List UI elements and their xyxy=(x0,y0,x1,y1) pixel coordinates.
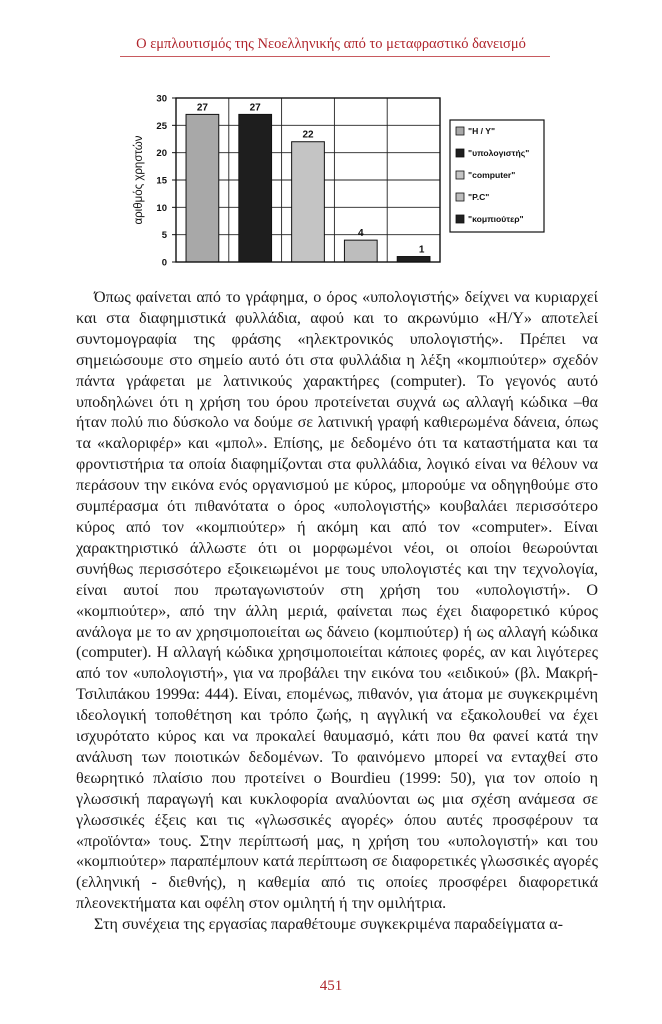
axes xyxy=(133,94,440,269)
y-tick-label: 10 xyxy=(156,202,167,214)
legend xyxy=(450,120,544,232)
y-axis-label: αριθμός χρηστών xyxy=(133,135,145,225)
y-tick-label: 5 xyxy=(161,230,167,242)
header-rule xyxy=(120,56,550,57)
legend-entry: "κομπιούτερ" xyxy=(468,214,524,224)
y-tick-label: 20 xyxy=(156,148,167,160)
legend-swatch xyxy=(456,149,464,157)
body-paragraph-1: Όπως φαίνεται από το γράφημα, ο όρος «υπολογιστής» δείχνει να κυριαρχεί και στα διαφημιστικά φυλλάδια, αφού και το ακρωνύμιο «Η/Υ» αποτελεί συντομογραφία της φράσης «ηλεκτρονικός υπολογιστής». Πρέπει να σημειώσουμε στο σημείο αυτό ότι στα φυλλάδια η λέξη «κομπιούτερ» σχεδόν πάντα γράφεται με λατινικούς χαρακτήρες (computer). Το γεγονός αυτό υποδηλώνει ότι η χρήση του όρου προτείνεται συχνά ως αλλαγή κώδικα –θα ήταν πολύ πιο δύσκολο να δούμε σε λατινική γραφή καθιερωμένα δάνεια, όπως τα «καλοριφέρ» και «μπολ». Επίσης, με δεδομένο ότι τα καταστήματα και τα φροντιστήρια τα οποία διαφημίζονται στα φυλλάδια, λογικό είναι να θέλουν να περάσουν την εικόνα ενός οργανισμού με κύρος, μπορούμε να οδηγηθούμε στο συμπέρασμα ότι πιθανότατα ο όρος «υπολογιστής» κουβαλάει περισσότερο κύρος από τον «κομπιούτερ» ή ακόμη και από τον «computer». Είναι χαρακτηριστικό άλλωστε ότι οι μορφωμένοι νέοι, οι οποίοι θεωρούνται συνήθως περισσότερο εξοικειωμένοι με τους υπολογιστές και την τεχνολογία, είναι αυτοί που πρωταγωνιστούν στη χρήση του «υπολογιστή». Ο «κομπιούτερ», από την άλλη μεριά, φαίνεται πως έχει διαφορετικό κύρος ανάλογα με το αν χρησιμοποιείται ως δάνειο (κομπιούτερ) ή ως αλλαγή κώδικα (computer). Η αλλαγή κώδικα χρησιμοποιείται κάποιες φορές, αν και λιγότερες από τον «υπολογιστή», για να προβάλει την εικόνα του «ειδικού» (βλ. Μακρή-Τσιλιπάκου 1999α: 444). Είναι, επομένως, πιθανόν, για άτομα με συγκεκριμένη ιδεολογική τοποθέτηση και τρόπο ζωής, η αγγλική να εξακολουθεί να έχει ισχυρότατο κύρος και να προκαλεί θαυμασμό, κάτι που θα φανεί κατά την ανάλυση των ποιοτικών δεδομένων. Το φαινόμενο μπορεί να ενταχθεί στο θεωρητικό πλαίσιο που προτείνει ο Bourdieu (1999: 50), για τον οποίο η γλωσσική παραγωγή και κυκλοφορία αναλύονται ως μια σχέση ανάμεσα σε γλωσσικές έξεις και τις «γλωσσικές αγορές» όπου αυτές προσφέρουν τα «προϊόντα» τους. Στην περίπτωσή μας, η χρήση του «υπολογιστή» και του «κομπιούτερ» παραπέμπουν κατά περίπτωση σε διαφορετικές γλωσσικές αγορές (ελληνική - διεθνής), η καθεμία από τις οποίες προσφέρει διαφορετικά πλεονεκτήματα και οφέλη στον ομιλητή ή την ομιλήτρια. xyxy=(76,289,598,913)
data-label: 1 xyxy=(418,244,425,256)
data-label: 27 xyxy=(249,102,261,114)
bar-4 xyxy=(344,240,377,262)
bar-1 xyxy=(186,114,219,262)
legend-entry: "computer" xyxy=(468,170,516,180)
y-tick-label: 15 xyxy=(156,175,167,187)
bar-chart-svg xyxy=(120,80,550,270)
body-text xyxy=(76,288,598,936)
bar-5 xyxy=(397,257,430,262)
body-paragraph-2: Στη συνέχεια της εργασίας παραθέτουμε συγκεκριμένα παραδείγματα α- xyxy=(94,916,563,934)
legend-swatch xyxy=(456,171,464,179)
bar-3 xyxy=(292,142,325,262)
running-header: Ο εμπλουτισμός της Νεοελληνικής από το μεταφραστικό δανεισμό xyxy=(136,36,526,52)
legend-entry: "P.C" xyxy=(468,192,490,202)
data-label: 4 xyxy=(358,228,364,240)
bar-2 xyxy=(239,114,272,262)
data-label: 27 xyxy=(196,102,208,114)
legend-swatch xyxy=(456,193,464,201)
y-tick-label: 30 xyxy=(156,93,167,105)
legend-entry: "Η / Υ" xyxy=(468,126,496,136)
legend-swatch xyxy=(456,215,464,223)
data-label: 22 xyxy=(302,129,314,141)
bar-chart xyxy=(120,80,550,274)
legend-swatch xyxy=(456,127,464,135)
y-tick-label: 0 xyxy=(161,257,167,269)
page-number: 451 xyxy=(319,978,343,994)
y-tick-label: 25 xyxy=(156,120,167,132)
legend-entry: "υπολογιστής" xyxy=(468,148,530,158)
